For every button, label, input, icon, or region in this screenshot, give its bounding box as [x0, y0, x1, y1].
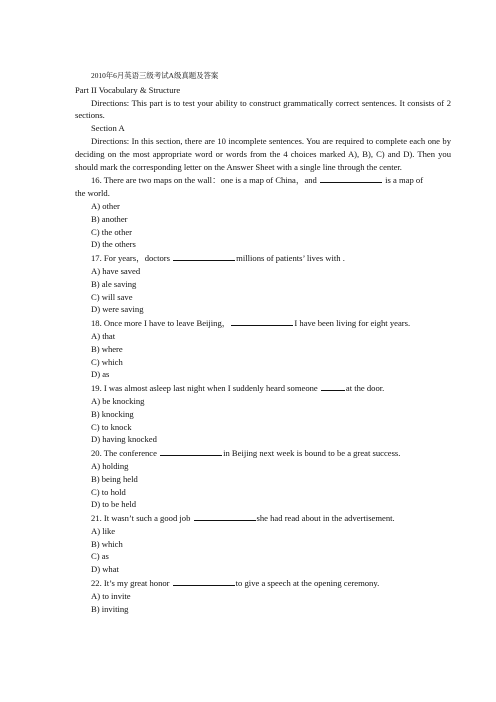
- question-text: 22. It’s my great honor: [91, 578, 172, 589]
- answer-option: A) other: [91, 200, 120, 211]
- question-stem: [75, 251, 451, 265]
- answer-option: A) that: [91, 330, 116, 341]
- answer-option: C) which: [91, 356, 123, 367]
- answer-option: C) to knock: [91, 421, 132, 432]
- question-stem: [75, 316, 451, 330]
- question-stem: [75, 173, 451, 187]
- question-list: [75, 173, 451, 615]
- question-text: in Beijing next week is bound to be a great success.: [223, 448, 401, 459]
- answer-option: D) to be held: [91, 499, 137, 510]
- answer-option: B) where: [91, 343, 123, 354]
- answer-blank: [321, 381, 345, 391]
- question-stem: [75, 576, 451, 590]
- answer-option: B) another: [91, 213, 128, 224]
- answer-option: C) the other: [91, 226, 133, 237]
- question-text: she had read about in the advertisement.: [256, 513, 395, 524]
- question-text: is a map of: [383, 175, 424, 186]
- question-text-continued: the world.: [75, 188, 110, 199]
- question-text: 16. There are two maps on the wall：one is a map of China，and: [91, 175, 319, 186]
- question-text: 18. Once more I have to leave Beijing，: [91, 318, 231, 329]
- answer-option: A) have saved: [91, 265, 141, 276]
- answer-option: A) to invite: [91, 590, 131, 601]
- question-text: at the door.: [345, 383, 385, 394]
- answer-blank: [173, 576, 235, 586]
- answer-option: A) like: [91, 525, 116, 536]
- answer-option: B) inviting: [91, 603, 129, 614]
- answer-blank: [173, 251, 235, 261]
- directions-section: Directions: In this section, there are 10 incomplete sentences. You are required to complete each one by deciding on the most appropriate word or words from the 4 choices marked A), B), C) and D). Then you should mark the corresponding letter on the Answer Sheet with a single line through the center.: [75, 135, 451, 172]
- part-title: Part II Vocabulary & Structure: [75, 84, 181, 95]
- question-text: 17. For years，doctors: [91, 253, 173, 264]
- question-text: I have been living for eight years.: [294, 318, 411, 329]
- question-text: 19. I was almost asleep last night when I suddenly heard someone: [91, 383, 320, 394]
- answer-blank: [194, 511, 256, 521]
- question-stem: [75, 511, 451, 525]
- answer-option: D) what: [91, 564, 119, 575]
- answer-option: B) knocking: [91, 408, 134, 419]
- answer-option: D) were saving: [91, 304, 144, 315]
- answer-blank: [231, 316, 293, 326]
- answer-option: B) being held: [91, 473, 138, 484]
- answer-option: A) holding: [91, 460, 129, 471]
- answer-option: D) the others: [91, 239, 136, 250]
- answer-blank: [320, 173, 382, 183]
- question-text: millions of patients’ lives with .: [236, 253, 345, 264]
- answer-option: D) as: [91, 369, 110, 380]
- question-text: to give a speech at the opening ceremony.: [235, 578, 380, 589]
- answer-option: C) will save: [91, 291, 133, 302]
- question-stem: [75, 381, 451, 395]
- answer-option: C) as: [91, 551, 109, 562]
- answer-blank: [160, 446, 222, 456]
- answer-option: A) be knocking: [91, 395, 145, 406]
- question-text: 21. It wasn’t such a good job: [91, 513, 193, 524]
- document-header: 2010年6月英语三级考试A级真题及答案: [91, 71, 219, 80]
- answer-option: C) to hold: [91, 486, 126, 497]
- answer-option: D) having knocked: [91, 434, 157, 445]
- question-stem: [75, 446, 451, 460]
- directions-part: Directions: This part is to test your ability to construct grammatically correct sentences. It consists of 2 sections.: [75, 97, 451, 121]
- section-title: Section A: [91, 123, 125, 134]
- answer-option: B) ale saving: [91, 278, 137, 289]
- answer-option: B) which: [91, 538, 123, 549]
- question-text: 20. The conference: [91, 448, 160, 459]
